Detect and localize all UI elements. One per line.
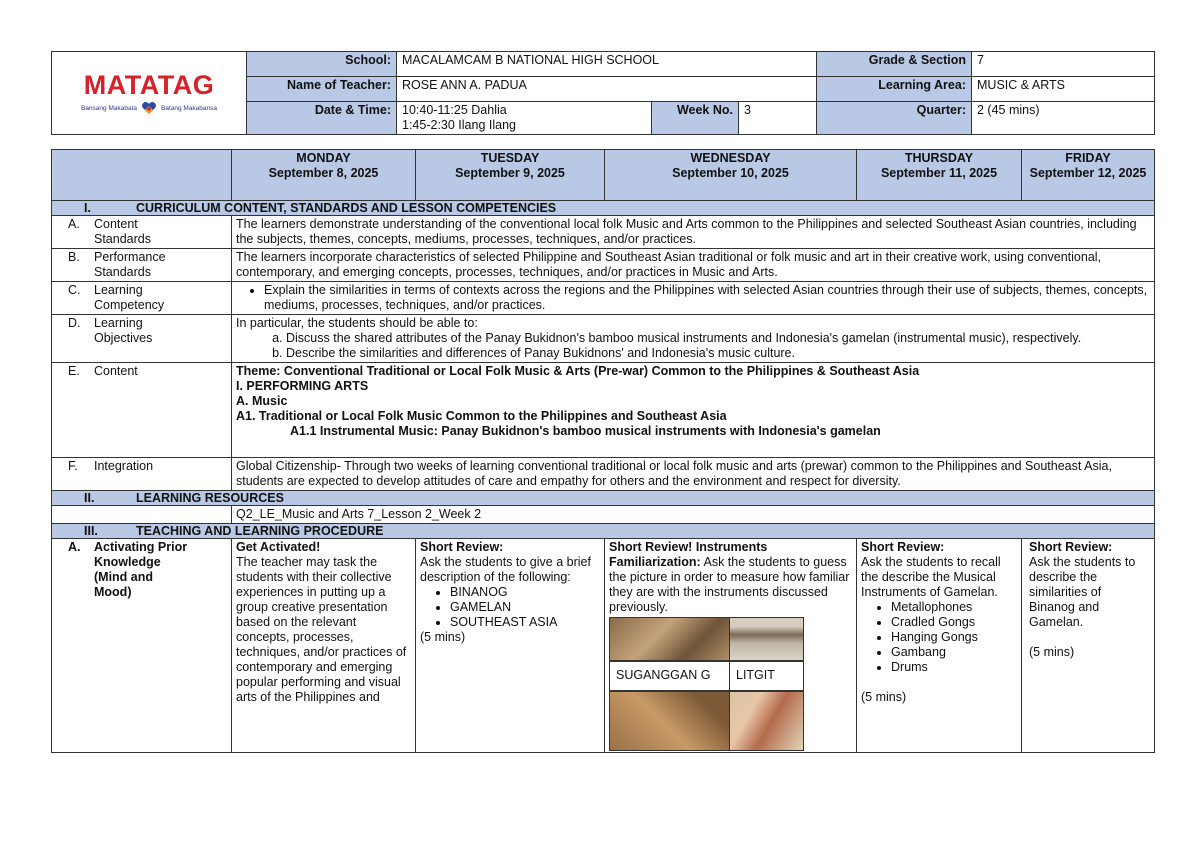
thursday-activity-text: Ask the students to recall the describe the Musical Instruments of Gamelan. <box>861 555 1001 599</box>
learning-objectives-text <box>232 315 1155 363</box>
teacher-label: Name of Teacher: <box>247 77 397 102</box>
monday-activity-text: The teacher may task the students with their collective experiences in putting up a group creative presentation based on the relevant concepts, processes, techniques, and/or practices of contemporary and emerging popular performing and visual arts of the Philippines and <box>236 555 407 704</box>
content-level-1: I. PERFORMING ARTS <box>236 379 369 393</box>
list-item: • Hanging Gongs <box>891 630 1017 645</box>
instrument-image-grid <box>609 617 852 751</box>
section-heading-procedure: III. TEACHING AND LEARNING PROCEDURE <box>52 524 1155 539</box>
instrument-photo-4 <box>730 691 804 751</box>
suganggang-photo <box>610 617 730 661</box>
section-heading-resources: II. LEARNING RESOURCES <box>52 491 1155 506</box>
quarter-value: 2 (45 mins) <box>972 102 1155 135</box>
corner-cell <box>52 150 232 201</box>
list-item: • Gambang <box>891 645 1017 660</box>
suganggang-label: SUGANGGAN G <box>610 661 730 691</box>
resource-blank-cell <box>52 506 232 524</box>
content-level-2: A. Music <box>236 394 288 408</box>
list-item: • GAMELAN <box>450 600 600 615</box>
quarter-label: Quarter: <box>817 102 972 135</box>
row-label-content: E. Content <box>52 363 232 458</box>
competency-bullet: • Explain the similarities in terms of contexts across the regions and the Philippines with selected Asian countries through their use of subjects, themes, concepts, mediums, processes, techniques, and/or practices. <box>264 283 1150 313</box>
tuesday-activity <box>416 539 605 753</box>
friday-activity-title: Short Review: <box>1029 540 1113 554</box>
grade-section-value: 7 <box>972 52 1155 77</box>
thursday-time: (5 mins) <box>861 690 907 704</box>
learning-area-label: Learning Area: <box>817 77 972 102</box>
list-item: • BINANOG <box>450 585 600 600</box>
row-label-performance-standards: B. Performance Standards <box>52 249 232 282</box>
instrument-photo-3 <box>610 691 730 751</box>
content-level-4: A1.1 Instrumental Music: Panay Bukidnon's bamboo musical instruments with Indonesia's gamelan <box>290 424 881 438</box>
content-standards-text: The learners demonstrate understanding of the conventional local folk Music and Arts common to the Philippines and selected Southeast Asian countries, including the subjects, themes, concepts, mediums, processes, techniques, and/or practices. <box>232 216 1155 249</box>
time-slot-2: 1:45-2:30 Ilang Ilang <box>402 118 516 132</box>
row-label-learning-objectives: D. Learning Objectives <box>52 315 232 363</box>
row-label-activating-prior-knowledge: A. Activating Prior Knowledge (Mind and Mood) <box>52 539 232 753</box>
learning-area-value: MUSIC & ARTS <box>972 77 1155 102</box>
week-value: 3 <box>739 102 817 135</box>
list-item: • SOUTHEAST ASIA <box>450 615 600 630</box>
day-header-wednesday: WEDNESDAY September 10, 2025 <box>605 150 857 201</box>
wednesday-activity-title: Short Review! Instruments Familiarization: <box>609 540 768 569</box>
thursday-activity-title: Short Review: <box>861 540 945 554</box>
learning-resource-text: Q2_LE_Music and Arts 7_Lesson 2_Week 2 <box>232 506 1155 524</box>
objectives-intro: In particular, the students should be able to: <box>236 316 478 330</box>
row-label-learning-competency: C. Learning Competency <box>52 282 232 315</box>
heart-icon <box>141 101 157 115</box>
week-label: Week No. <box>652 102 739 135</box>
list-item: • Drums <box>891 660 1017 675</box>
friday-activity <box>1022 539 1155 753</box>
day-header-friday: FRIDAY September 12, 2025 <box>1022 150 1155 201</box>
list-item: • Cradled Gongs <box>891 615 1017 630</box>
litgit-photo <box>730 617 804 661</box>
monday-activity <box>232 539 416 753</box>
matatag-logo <box>52 52 247 135</box>
performance-standards-text: The learners incorporate characteristics of selected Philippine and Southeast Asian traditional or folk music and art in their creative work, using conventional, contemporary, and emerging concepts, processes, techniques, and/or practices in Music and Arts. <box>232 249 1155 282</box>
tuesday-activity-text: Ask the students to give a brief description of the following: <box>420 555 591 584</box>
date-time-label: Date & Time: <box>247 102 397 135</box>
tuesday-time: (5 mins) <box>420 630 466 644</box>
litgit-label: LITGIT <box>730 661 804 691</box>
grade-section-label: Grade & Section <box>817 52 972 77</box>
learning-competency-text <box>232 282 1155 315</box>
date-time-value <box>397 102 652 135</box>
logo-tagline-left: Bansang Makabata <box>80 104 137 112</box>
content-level-3: A1. Traditional or Local Folk Music Common to the Philippines and Southeast Asia <box>236 409 727 423</box>
objective-a: a. Discuss the shared attributes of the Panay Bukidnon's bamboo musical instruments and Indonesia's gamelan (instrumental music), respectively. <box>286 331 1150 346</box>
teacher-value: ROSE ANN A. PADUA <box>397 77 817 102</box>
logo-tagline-right: Batang Makabansa <box>161 104 218 112</box>
monday-activity-title: Get Activated! <box>236 540 321 554</box>
logo-wordmark: MATATAG <box>83 69 215 100</box>
content-theme: Theme: Conventional Traditional or Local Folk Music & Arts (Pre-war) Common to the Philippines & Southeast Asia <box>236 364 920 378</box>
friday-activity-text: Ask the students to describe the similarities of Binanog and Gamelan. <box>1029 555 1136 629</box>
list-item: • Metallophones <box>891 600 1017 615</box>
content-text <box>232 363 1155 458</box>
thursday-activity <box>857 539 1022 753</box>
school-label: School: <box>247 52 397 77</box>
row-label-integration: F. Integration <box>52 458 232 491</box>
section-heading-curriculum: I. CURRICULUM CONTENT, STANDARDS AND LESSON COMPETENCIES <box>52 201 1155 216</box>
friday-time: (5 mins) <box>1029 645 1075 659</box>
day-header-monday: MONDAY September 8, 2025 <box>232 150 416 201</box>
integration-text: Global Citizenship- Through two weeks of learning conventional traditional or local folk music and arts (prewar) common to the Philippines and Southeast Asia, students are expected to develop attitudes of care and empathy for others and the environment and respect for diversity. <box>232 458 1155 491</box>
wednesday-activity <box>605 539 857 753</box>
wednesday-activity-text: Ask the students to guess the picture in order to measure how familiar they are with the instruments discussed previously. <box>609 555 850 614</box>
header-table <box>51 51 1155 135</box>
time-slot-1: 10:40-11:25 Dahlia <box>402 103 507 117</box>
lesson-table <box>51 149 1155 753</box>
objective-b: b. Describe the similarities and differences of Panay Bukidnons' and Indonesia's music culture. <box>286 346 1150 361</box>
school-value: MACALAMCAM B NATIONAL HIGH SCHOOL <box>397 52 817 77</box>
day-header-tuesday: TUESDAY September 9, 2025 <box>416 150 605 201</box>
tuesday-activity-title: Short Review: <box>420 540 504 554</box>
row-label-content-standards: A. Content Standards <box>52 216 232 249</box>
day-header-thursday: THURSDAY September 11, 2025 <box>857 150 1022 201</box>
